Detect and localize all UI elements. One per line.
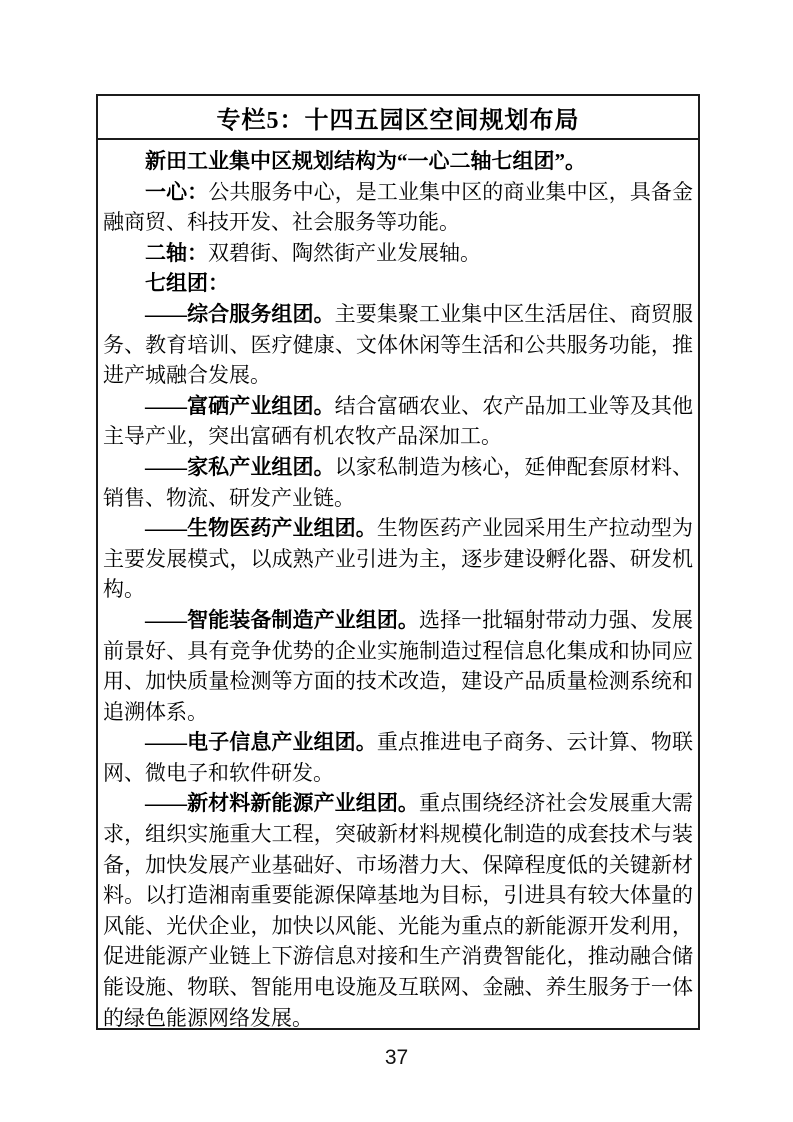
paragraph-text: 公共服务中心，是工业集中区的商业集中区，具备金融商贸、科技开发、社会服务等功能。 [103, 179, 694, 235]
paragraph-lead: ——综合服务组团。 [145, 301, 335, 326]
paragraph-two-axes [103, 238, 693, 269]
paragraph-furniture-industry [103, 452, 693, 513]
paragraph-selenium-industry [103, 391, 693, 452]
paragraph-lead: ——生物医药产业组团。 [145, 516, 377, 541]
paragraph-text: 重点推进电子商务、云计算、物联网、微电子和软件研发。 [103, 730, 694, 785]
paragraph-text: 双碧街、陶然街产业发展轴。 [208, 240, 481, 265]
panel-title: 专栏5：十四五园区空间规划布局 [98, 96, 698, 140]
paragraph-text: 重点围绕经济社会发展重大需求，组织实施重大工程，突破新材料规模化制造的成套技术与装备，加快发展产业基础好、市场潜力大、保障程度低的关键新材料。以打造湘南重要能源保障基地为目标，引进具有较大体量的风能、光伏企业，加快以风能、光能为重点的新能源开发利用，促进能源产业链上下游信息对接和生产消费智能化，推动融合储能设施、物联、智能用电设施及互联网、金融、养生服务于一体的绿色能源网络发展。 [103, 791, 693, 1030]
paragraph-lead: ——家私产业组团。 [145, 454, 335, 479]
paragraph-smart-equipment-industry [103, 605, 693, 727]
paragraph-biomedicine-industry [103, 513, 693, 605]
paragraph-text: 生物医药产业园采用生产拉动型为主要发展模式，以成熟产业引进为主，逐步建设孵化器、研发机构。 [103, 516, 694, 602]
paragraph-lead: ——新材料新能源产业组团。 [145, 791, 419, 816]
paragraph-overview [103, 146, 693, 177]
paragraph-lead: ——智能装备制造产业组团。 [145, 607, 419, 632]
page-number: 37 [384, 1046, 409, 1069]
plan-layout-panel [96, 94, 700, 1030]
paragraph-text: 以家私制造为核心，延伸配套原材料、销售、物流、研发产业链。 [103, 454, 694, 510]
panel-body [98, 140, 698, 1033]
paragraph-lead: 七组团： [145, 271, 229, 296]
paragraph-seven-clusters [103, 268, 693, 299]
paragraph-electronic-info-industry [103, 727, 693, 788]
paragraph-one-center [103, 177, 693, 238]
paragraph-comprehensive-service [103, 299, 693, 391]
paragraph-lead: 二轴： [145, 240, 208, 265]
paragraph-lead: ——电子信息产业组团。 [145, 730, 377, 755]
paragraph-lead: ——富硒产业组团。 [145, 393, 335, 418]
paragraph-text: 主要集聚工业集中区生活居住、商贸服务、教育培训、医疗健康、文体休闲等生活和公共服务功能，推进产城融合发展。 [103, 301, 694, 388]
paragraph-lead: 一心： [145, 179, 209, 204]
paragraph-lead: 新田工业集中区规划结构为“一心二轴七组团”。 [145, 149, 586, 173]
paragraph-text: 结合富硒农业、农产品加工业等及其他主导产业，突出富硒有机农牧产品深加工。 [103, 393, 694, 449]
paragraph-new-materials-energy-industry [103, 788, 693, 1033]
paragraph-text: 选择一批辐射带动力强、发展前景好、具有竞争优势的企业实施制造过程信息化集成和协同应用、加快质量检测等方面的技术改造，建设产品质量检测系统和追溯体系。 [103, 607, 693, 724]
